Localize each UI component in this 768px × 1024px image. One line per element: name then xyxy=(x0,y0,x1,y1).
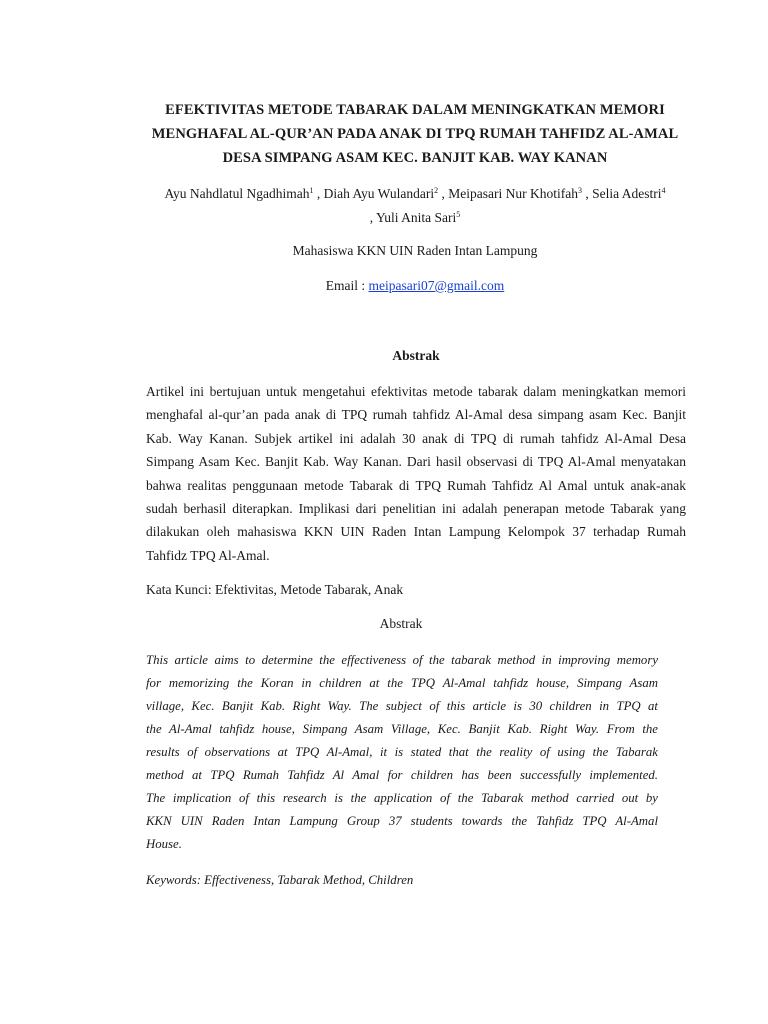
abstract-heading-english: Abstrak xyxy=(379,616,423,631)
title-line: MENGHAFAL AL-QUR’AN PADA ANAK DI TPQ RUMAH TAHFIDZ AL-AMAL xyxy=(151,126,679,142)
author-affiliation-mark: 2 xyxy=(434,186,439,195)
abstract-line: The implication of this research is the application of the Tabarak method carried out by xyxy=(146,791,658,805)
author-affiliation-mark: 4 xyxy=(661,186,666,195)
abstract-heading: Abstrak xyxy=(392,348,440,363)
abstract-line: KKN UIN Raden Intan Lampung Group 37 students towards the Tahfidz TPQ Al-Amal xyxy=(146,814,658,828)
keywords-english: Keywords: Effectiveness, Tabarak Method, Children xyxy=(146,873,414,887)
author-line: , Yuli Anita Sari$^5$ xyxy=(369,210,461,225)
title-line: DESA SIMPANG ASAM KEC. BANJIT KAB. WAY KANAN xyxy=(222,150,608,166)
abstract-line: Kab. Way Kanan. Subjek artikel ini adalah 30 anak di TPQ di rumah tahfidz Al-Amal Desa xyxy=(146,430,686,446)
abstract-line: bahwa realitas penggunaan metode Tabarak di TPQ Rumah Tahfidz Al Amal untuk anak-anak xyxy=(146,477,686,493)
author-line: Ayu Nahdlatul Ngadhimah$^1$ , Diah Ayu Wulandari$^2$ , Meipasari Nur Khotifah$^3$ , Selia Adestri$^4$ xyxy=(164,186,666,201)
abstract-line: the Al-Amal tahfidz house, Simpang Asam Village, Kec. Banjit Kab. Right Way. From the xyxy=(146,722,658,736)
abstract-line: village, Kec. Banjit Kab. Right Way. The subject of this article is 30 children in TPQ at xyxy=(146,699,658,713)
author-name: Meipasari Nur Khotifah xyxy=(448,186,578,201)
email-label: Email : xyxy=(325,278,369,293)
author-name: Yuli Anita Sari xyxy=(376,210,457,225)
abstract-indonesian xyxy=(146,380,686,567)
email-line xyxy=(120,276,710,296)
abstract-line: for memorizing the Koran in children at the TPQ Al-Amal tahfidz house, Simpang Asam xyxy=(146,676,658,690)
author-affiliation-mark: 5 xyxy=(456,210,461,219)
paper-title xyxy=(120,98,710,170)
abstract-line: House. xyxy=(146,837,182,851)
abstract-line: menghafal al-qur’an pada anak di TPQ rumah tahfidz Al-Amal desa simpang asam Kec. Banjit xyxy=(146,407,686,423)
author-name: Ayu Nahdlatul Ngadhimah xyxy=(164,186,310,201)
abstract-line: Artikel ini bertujuan untuk mengetahui efektivitas metode tabarak dalam meningkatkan memori xyxy=(146,384,686,399)
email-link[interactable]: meipasari07@gmail.com xyxy=(368,278,505,293)
author-name: Diah Ayu Wulandari xyxy=(323,186,435,201)
author-list xyxy=(120,182,710,230)
affiliation: Mahasiswa KKN UIN Raden Intan Lampung xyxy=(292,243,538,258)
abstract-line: Tahfidz TPQ Al-Amal. xyxy=(146,547,270,563)
abstract-line: Simpang Asam Kec. Banjit Kab. Way Kanan. Dari hasil observasi di TPQ Al-Amal menyatakan xyxy=(146,454,686,470)
abstract-line: method at TPQ Rumah Tahfidz Al Amal for children has been successfully implemented. xyxy=(146,768,658,782)
abstract-line: results of observations at TPQ Al-Amal, it is stated that the reality of using the Tabarak xyxy=(146,745,658,759)
abstract-line: dilakukan oleh mahasiswa KKN UIN Raden Intan Lampung Kelompok 37 terhadap Rumah xyxy=(146,524,686,540)
author-affiliation-mark: 3 xyxy=(577,186,582,195)
abstract-line: This article aims to determine the effectiveness of the tabarak method in improving memory xyxy=(146,653,658,667)
title-line: EFEKTIVITAS METODE TABARAK DALAM MENINGKATKAN MEMORI xyxy=(165,102,665,118)
abstract-line: sudah berhasil diterapkan. Implikasi dari penelitian ini adalah penerapan metode Tabarak yang xyxy=(146,501,686,517)
abstract-english xyxy=(146,649,658,856)
author-affiliation-mark: 1 xyxy=(309,186,314,195)
keywords-indonesian: Kata Kunci: Efektivitas, Metode Tabarak, Anak xyxy=(146,582,404,597)
author-name: Selia Adestri xyxy=(592,186,662,201)
